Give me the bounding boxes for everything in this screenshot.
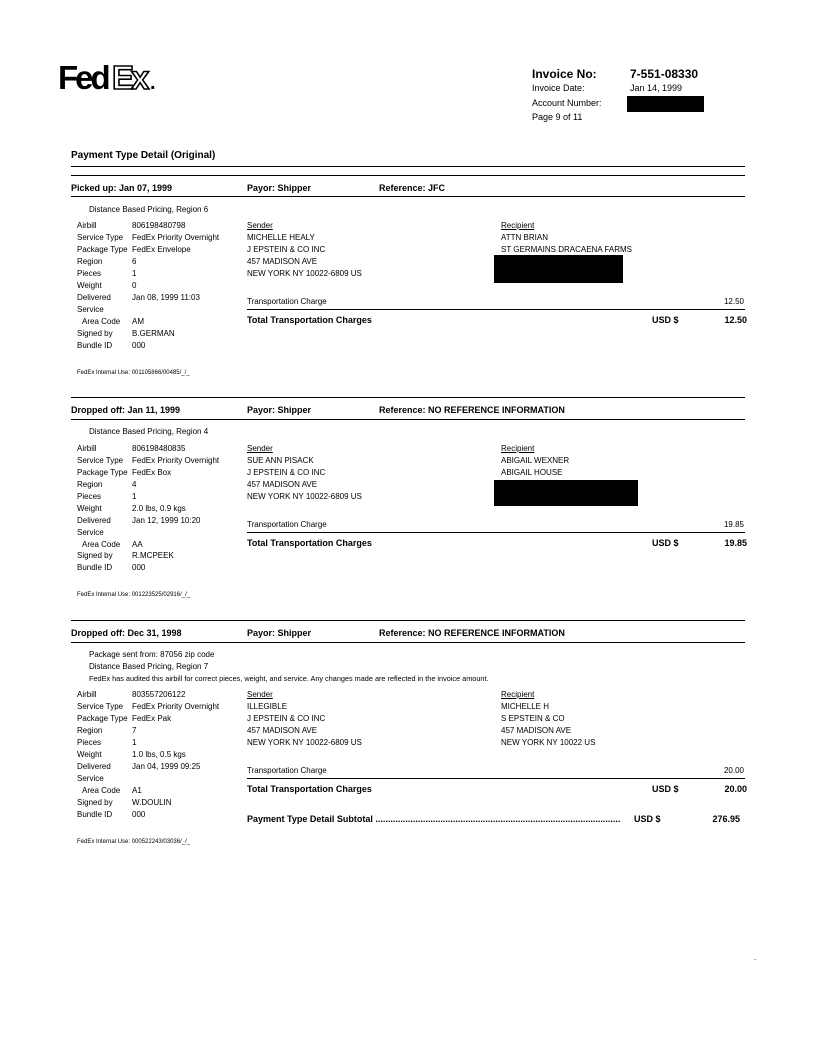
shipment-3-sender-line: ILLEGIBLE [247,702,288,711]
svg-text:.: . [150,72,156,94]
shipment-2-note: Distance Based Pricing, Region 4 [89,427,209,436]
shipment-2-date: Dropped off: Jan 11, 1999 [71,405,181,415]
signed-by-label: Signed by [77,551,113,560]
shipment-3-note: Distance Based Pricing, Region 7 [89,662,209,671]
currency-label: USD $ [652,315,679,325]
transport-charge-label: Transportation Charge [247,766,327,775]
shipment-1-recipient-line: ST GERMAINS DRACAENA FARMS [501,245,632,254]
redaction-recipient-address [494,480,638,506]
weight-label: Weight [77,504,102,513]
delivered-label: Delivered [77,762,111,771]
shipment-2-area-code: AA [132,540,143,549]
shipment-2-weight: 2.0 lbs, 0.9 kgs [132,504,186,513]
shipment-1-weight: 0 [132,281,137,290]
package-type-label: Package Type [77,468,128,477]
shipment-3-date: Dropped off: Dec 31, 1998 [71,628,182,638]
sender-heading: Sender [247,690,273,699]
service-label: Service [77,774,104,783]
svg-text:Fed: Fed [58,60,108,94]
shipment-3-header-rule [71,642,745,643]
total-transport-label: Total Transportation Charges [247,315,372,325]
total-transport-label: Total Transportation Charges [247,784,372,794]
shipment-1-sender-line: NEW YORK NY 10022-6809 US [247,269,362,278]
shipment-3-service-type: FedEx Priority Overnight [132,702,220,711]
delivered-label: Delivered [77,293,111,302]
shipment-1-signed-by: B.GERMAN [132,329,175,338]
region-label: Region [77,480,103,489]
svg-text:Ex: Ex [112,60,147,94]
package-type-label: Package Type [77,714,128,723]
service-type-label: Service Type [77,456,124,465]
shipment-3-audit-note: FedEx has audited this airbill for correct pieces, weight, and service. Any changes made are reflected in the invoice amount. [89,674,489,683]
shipment-1-note: Distance Based Pricing, Region 6 [89,205,209,214]
airbill-label: Airbill [77,444,97,453]
shipment-1-payor: Payor: Shipper [247,183,312,193]
region-label: Region [77,726,103,735]
shipment-1-header-rule [71,196,745,197]
shipment-1-sender-line: 457 MADISON AVE [247,257,318,266]
shipment-1-bundle-id: 000 [132,341,146,350]
shipment-2-recipient-line: ABIGAIL HOUSE [501,468,563,477]
shipment-2-pieces: 1 [132,492,137,501]
area-code-label: Area Code [82,540,121,549]
shipment-2-bundle-id: 000 [132,563,146,572]
shipment-3-signed-by: W.DOULIN [132,798,172,807]
shipment-1-airbill: 806198480798 [132,221,186,230]
stray-dot: . [754,953,757,962]
shipment-3-sender-line: NEW YORK NY 10022-6809 US [247,738,362,747]
shipment-2-service-type: FedEx Priority Overnight [132,456,220,465]
shipment-2-airbill: 806198480835 [132,444,186,453]
shipment-3-pieces: 1 [132,738,137,747]
shipment-3-total: 20.00 [724,784,747,794]
weight-label: Weight [77,281,102,290]
shipment-3-internal-use: FedEx Internal Use: 000522243/03036/_/_ [77,839,191,845]
service-label: Service [77,528,104,537]
currency-label: USD $ [652,538,679,548]
transport-charge-label: Transportation Charge [247,520,327,529]
shipment-3-region: 7 [132,726,137,735]
currency-label: USD $ [652,784,679,794]
shipment-3-charge: 20.00 [723,766,744,775]
shipment-1-sender-line: MICHELLE HEALY [247,233,315,242]
area-code-label: Area Code [82,786,121,795]
shipment-1-recipient-line: ATTN BRIAN [501,233,548,242]
account-number-label: Account Number: [532,98,602,108]
sender-heading: Sender [247,444,273,453]
total-transport-label: Total Transportation Charges [247,538,372,548]
shipment-3-package-type: FedEx Pak [132,714,172,723]
signed-by-label: Signed by [77,329,113,338]
shipment-1-delivered: Jan 08, 1999 11:03 [132,293,200,302]
shipment-2-payor: Payor: Shipper [247,405,312,415]
pieces-label: Pieces [77,269,102,278]
shipment-1-date: Picked up: Jan 07, 1999 [71,183,173,193]
weight-label: Weight [77,750,102,759]
bundle-id-label: Bundle ID [77,341,113,350]
redaction-recipient-address [494,255,623,283]
subtotal-amount: 276.95 [712,814,740,824]
pieces-label: Pieces [77,492,102,501]
charge-rule [247,309,745,310]
service-type-label: Service Type [77,702,124,711]
shipment-1-area-code: AM [132,317,144,326]
invoice-no-label: Invoice No: [532,67,597,81]
shipment-3-top-rule [71,620,745,621]
shipment-1-charge: 12.50 [723,297,744,306]
shipment-1-reference: Reference: JFC [379,183,446,193]
bundle-id-label: Bundle ID [77,563,113,572]
shipment-3-note: Package sent from: 87056 zip code [89,650,215,659]
shipment-3-recipient-line: 457 MADISON AVE [501,726,572,735]
delivered-label: Delivered [77,516,111,525]
shipment-1-package-type: FedEx Envelope [132,245,191,254]
shipment-3-reference: Reference: NO REFERENCE INFORMATION [379,628,565,638]
shipment-2-package-type: FedEx Box [132,468,172,477]
shipment-3-bundle-id: 000 [132,810,146,819]
page-indicator: Page 9 of 11 [532,112,583,122]
title-rule [71,166,745,167]
page-title: Payment Type Detail (Original) [71,150,216,161]
invoice-date-label: Invoice Date: [532,83,585,93]
shipment-1-pieces: 1 [132,269,137,278]
sender-heading: Sender [247,221,273,230]
package-type-label: Package Type [77,245,128,254]
shipment-2-sender-line: 457 MADISON AVE [247,480,318,489]
charge-rule [247,532,745,533]
signed-by-label: Signed by [77,798,113,807]
shipment-2-signed-by: R.MCPEEK [132,551,174,560]
airbill-label: Airbill [77,690,97,699]
shipment-3-sender-line: J EPSTEIN & CO INC [247,714,326,723]
shipment-3-recipient-line: MICHELLE H [501,702,550,711]
shipment-3-recipient-line: NEW YORK NY 10022 US [501,738,596,747]
region-label: Region [77,257,103,266]
shipment-2-recipient-line: ABIGAIL WEXNER [501,456,570,465]
service-type-label: Service Type [77,233,124,242]
shipment-2-total: 19.85 [724,538,747,548]
shipment-2-internal-use: FedEx Internal Use: 001223525/02916/_/_ [77,592,191,598]
shipment-2-sender-line: J EPSTEIN & CO INC [247,468,326,477]
shipment-2-sender-line: NEW YORK NY 10022-6809 US [247,492,362,501]
shipment-2-header-rule [71,419,745,420]
service-label: Service [77,305,104,314]
shipment-2-reference: Reference: NO REFERENCE INFORMATION [379,405,565,415]
shipment-2-delivered: Jan 12, 1999 10:20 [132,516,201,525]
shipment-3-area-code: A1 [132,786,142,795]
recipient-heading: Recipient [501,690,535,699]
area-code-label: Area Code [82,317,121,326]
shipment-3-delivered: Jan 04, 1999 09:25 [132,762,201,771]
shipment-3-sender-line: 457 MADISON AVE [247,726,318,735]
recipient-heading: Recipient [501,444,535,453]
shipment-1-internal-use: FedEx Internal Use: 001105866/00485/_/_ [77,370,190,376]
recipient-heading: Recipient [501,221,535,230]
invoice-no: 7-551-08330 [630,67,699,81]
shipment-1-total: 12.50 [724,315,747,325]
airbill-label: Airbill [77,221,97,230]
shipment-1-top-rule [71,175,745,176]
shipment-2-charge: 19.85 [723,520,744,529]
redaction-account-number [627,96,704,112]
shipment-3-payor: Payor: Shipper [247,628,312,638]
subtotal-label: Payment Type Detail Subtotal .................................................................................................. [247,814,621,824]
invoice-date: Jan 14, 1999 [630,83,683,93]
shipment-1-region: 6 [132,257,137,266]
bundle-id-label: Bundle ID [77,810,113,819]
transport-charge-label: Transportation Charge [247,297,327,306]
shipment-1-sender-line: J EPSTEIN & CO INC [247,245,326,254]
shipment-2-sender-line: SUE ANN PISACK [247,456,314,465]
pieces-label: Pieces [77,738,102,747]
fedex-logo [58,60,162,94]
shipment-2-region: 4 [132,480,137,489]
charge-rule [247,778,745,779]
shipment-2-top-rule [71,397,745,398]
subtotal-currency: USD $ [634,814,661,824]
shipment-3-weight: 1.0 lbs, 0.5 kgs [132,750,186,759]
shipment-1-service-type: FedEx Priority Overnight [132,233,220,242]
shipment-3-recipient-line: S EPSTEIN & CO [501,714,565,723]
shipment-3-airbill: 803557206122 [132,690,186,699]
